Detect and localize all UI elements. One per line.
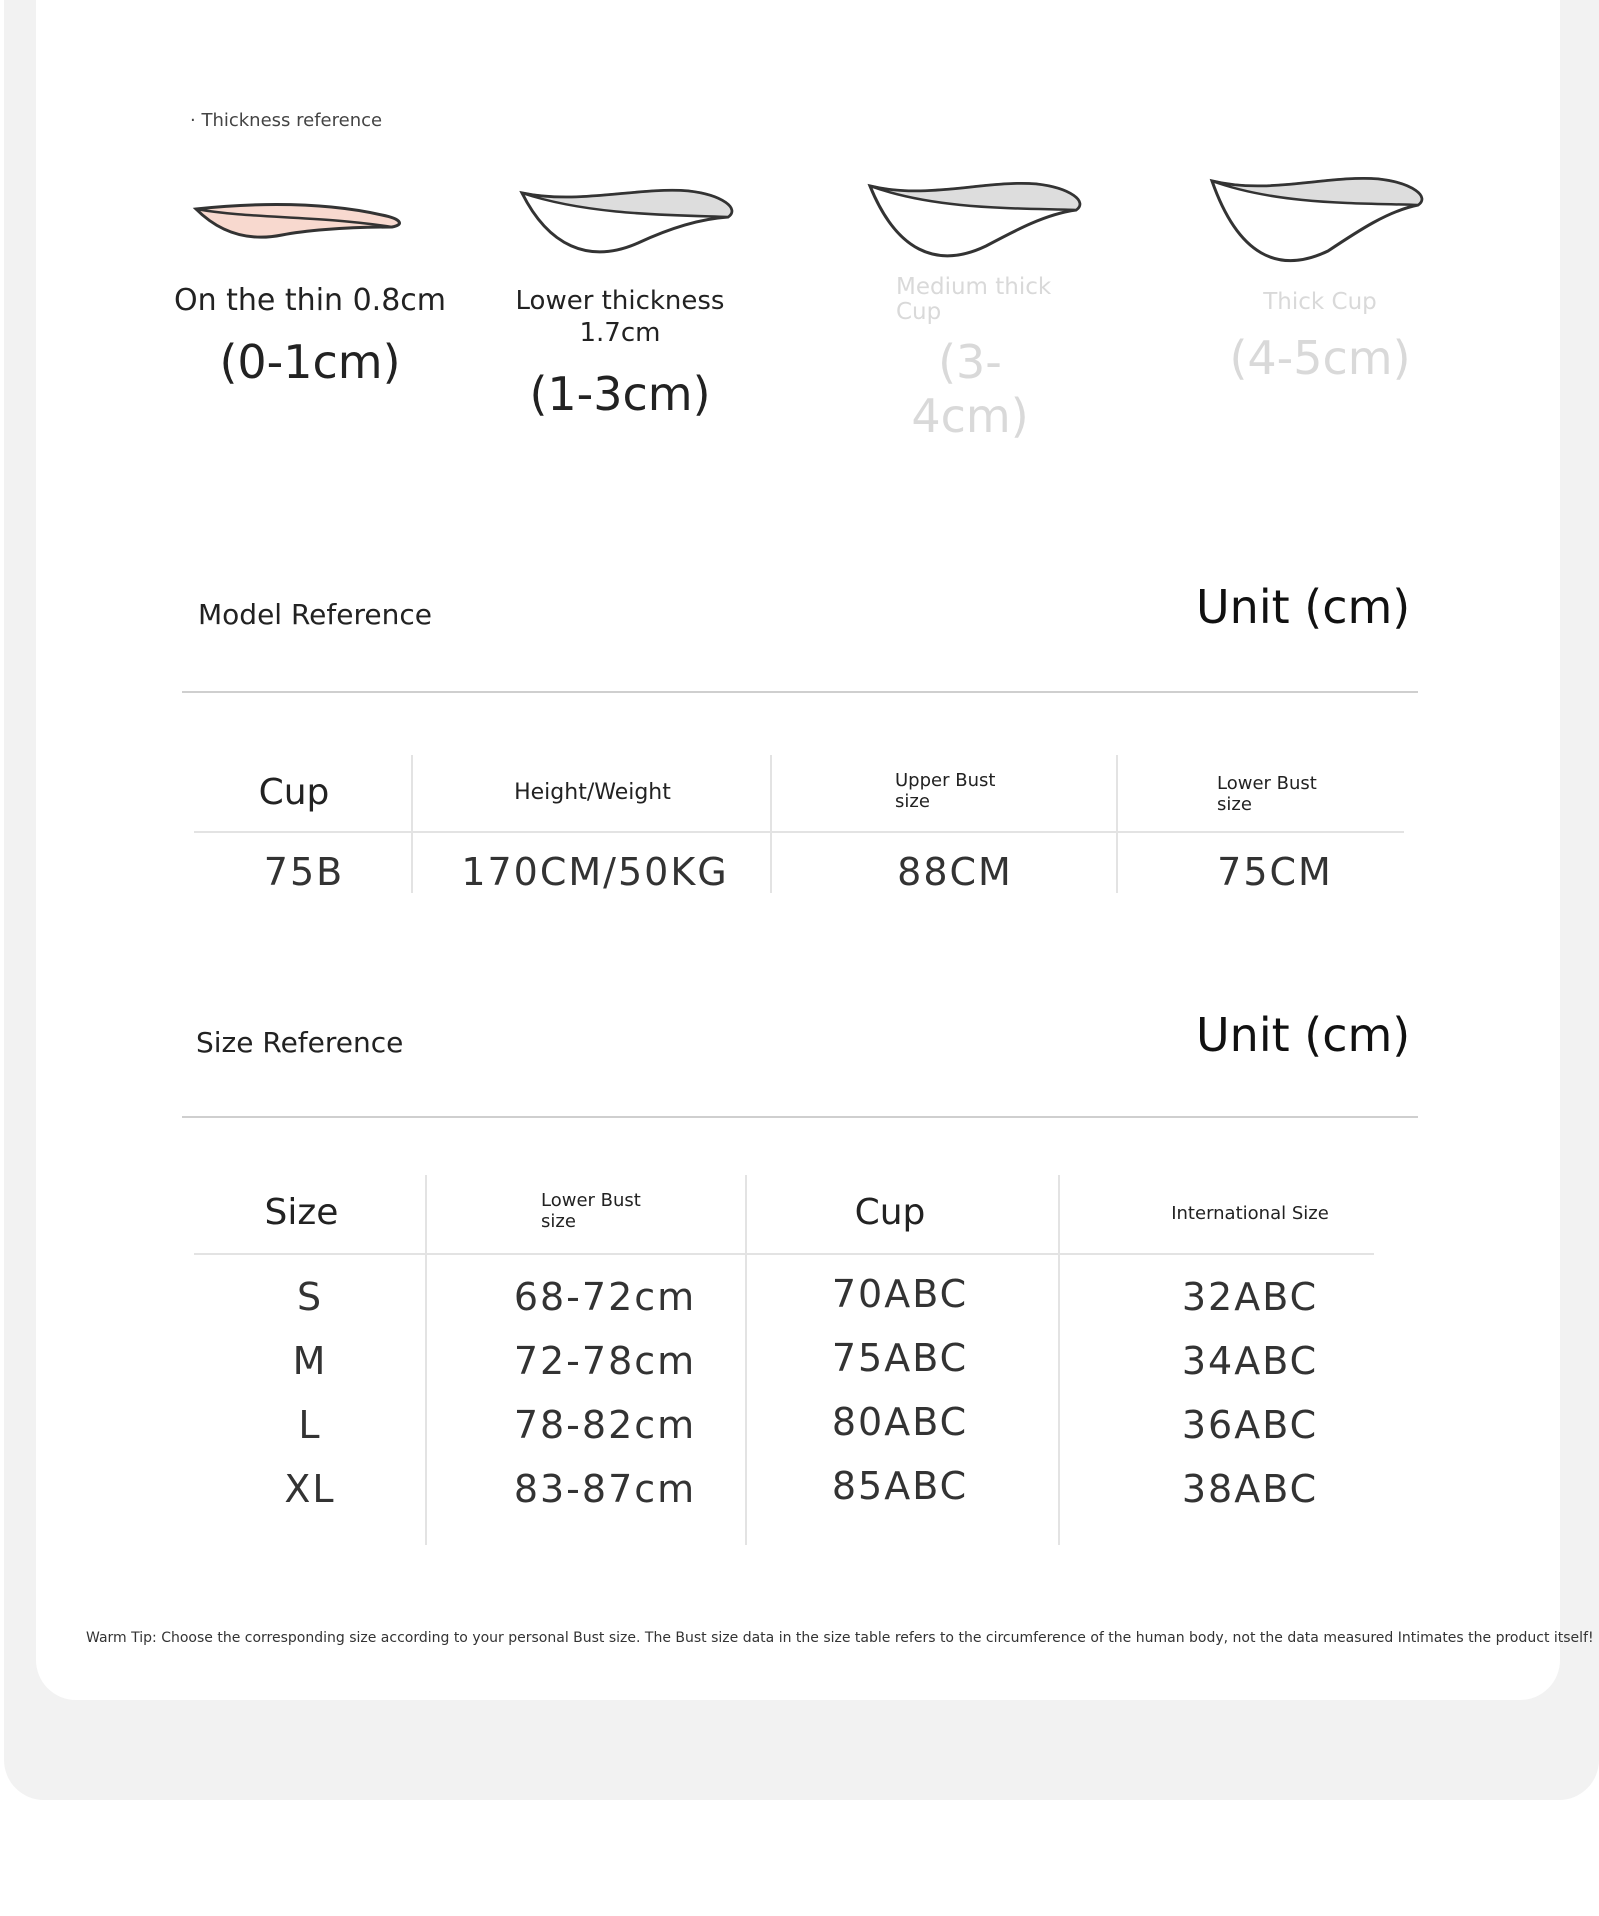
- international-value: 32ABC: [1181, 1275, 1319, 1319]
- international-value: 34ABC: [1181, 1339, 1319, 1383]
- size-value: XL: [284, 1467, 336, 1511]
- size-reference-title: Size Reference: [196, 1026, 404, 1059]
- size-col-divider: [1058, 1175, 1060, 1545]
- size-header-cup: Cup: [854, 1192, 926, 1233]
- cup-medium-name: Medium thick Cup: [896, 274, 1052, 325]
- thickness-title: · Thickness reference: [190, 110, 383, 131]
- cup-value: 70ABC: [831, 1272, 969, 1316]
- model-col-divider: [1116, 755, 1118, 893]
- warm-tip: Warm Tip: Choose the corresponding size according to your personal Bust size. The Bust size data in the size table refers to the circumference of the human body, not the data measured Intimates the product itself!: [86, 1630, 1594, 1646]
- model-reference-unit: Unit (cm): [1196, 580, 1411, 634]
- size-reference-divider: [182, 1116, 1418, 1118]
- model-value-upper-bust: 88CM: [897, 850, 1013, 894]
- size-value: S: [296, 1275, 324, 1319]
- cup-thin-name: On the thin 0.8cm: [173, 283, 447, 318]
- cup-medium-range: (3-4cm): [911, 335, 1029, 443]
- lower-bust-value: 83-87cm: [513, 1467, 697, 1511]
- model-reference-divider: [182, 691, 1418, 693]
- cup-lower-range: (1-3cm): [529, 367, 711, 421]
- model-reference-title: Model Reference: [198, 598, 432, 631]
- cup-thick-icon: [1208, 175, 1433, 270]
- international-value: 38ABC: [1181, 1467, 1319, 1511]
- model-header-upper-bust: Upper Bust size: [895, 770, 996, 812]
- size-header-size: Size: [264, 1192, 339, 1233]
- size-header-international: International Size: [1171, 1203, 1329, 1224]
- model-header-divider: [194, 831, 1404, 833]
- model-value-height-weight: 170CM/50KG: [461, 850, 729, 894]
- model-value-cup: 75B: [263, 850, 345, 894]
- cup-thin-label: [170, 285, 450, 389]
- cup-thick-range: (4-5cm): [1229, 331, 1411, 385]
- cup-value: 80ABC: [831, 1400, 969, 1444]
- model-header-cup: Cup: [258, 772, 330, 813]
- cup-thin-icon: [192, 195, 412, 245]
- international-value: 36ABC: [1181, 1403, 1319, 1447]
- size-reference-unit: Unit (cm): [1196, 1008, 1411, 1062]
- cup-value: 75ABC: [831, 1336, 969, 1380]
- model-value-lower-bust: 75CM: [1217, 850, 1333, 894]
- cup-thick-label: [1200, 290, 1440, 385]
- size-header-lower-bust: Lower Bust size: [541, 1190, 641, 1232]
- lower-bust-value: 78-82cm: [513, 1403, 697, 1447]
- lower-bust-value: 72-78cm: [513, 1339, 697, 1383]
- cup-lower-label: [480, 285, 760, 421]
- cup-medium-label: [880, 275, 1060, 443]
- size-header-divider: [194, 1253, 1374, 1255]
- cup-thick-name: Thick Cup: [1263, 289, 1377, 315]
- cup-medium-icon: [866, 180, 1091, 265]
- lower-bust-value: 68-72cm: [513, 1275, 697, 1319]
- cup-thin-range: (0-1cm): [219, 335, 401, 389]
- size-col-divider: [425, 1175, 427, 1545]
- size-value: L: [298, 1403, 322, 1447]
- cup-lower-icon: [518, 185, 743, 260]
- cup-lower-name: Lower thickness 1.7cm: [515, 286, 725, 348]
- size-value: M: [292, 1339, 328, 1383]
- model-header-height-weight: Height/Weight: [514, 780, 671, 805]
- model-col-divider: [770, 755, 772, 893]
- cup-value: 85ABC: [831, 1464, 969, 1508]
- model-header-lower-bust: Lower Bust size: [1217, 773, 1317, 815]
